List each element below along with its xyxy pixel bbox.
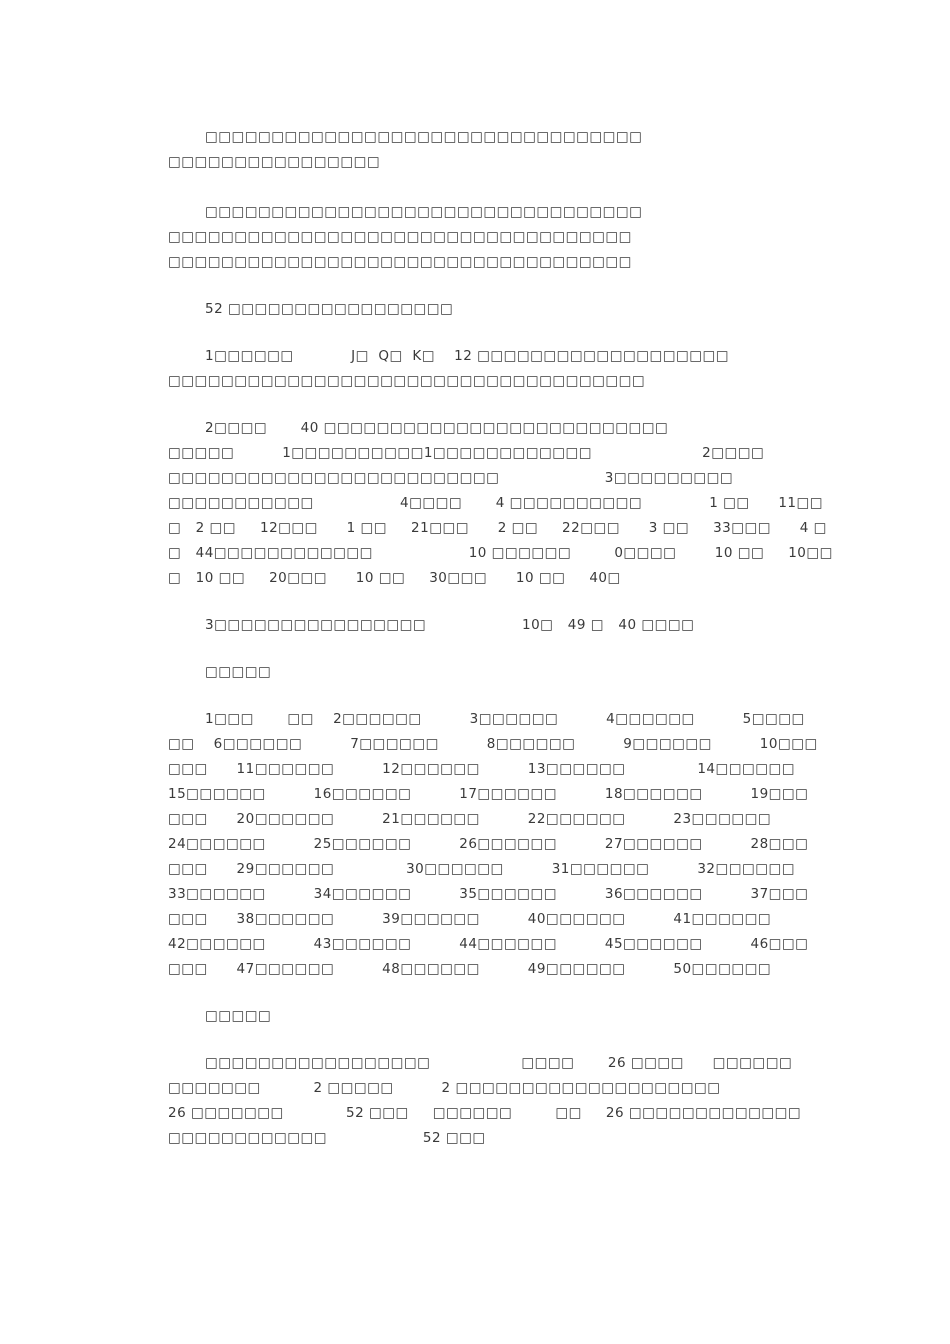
text-line: □ 10 □□ 20□□□ 10 □□ 30□□□ 10 □□ 40□ — [168, 570, 621, 586]
text-line: □□□□□□□□□□□□□□□□□ □□□□ 26 □□□□ □□□□□□ — [205, 1055, 793, 1071]
text-line: □□ 6□□□□□□ 7□□□□□□ 8□□□□□□ 9□□□□□□ 10□□□ — [168, 736, 818, 752]
text-line: □□□□□□□□□□□□□□□□ — [168, 154, 381, 170]
text-line: 1□□□□□□ J□ Q□ K□ 12 □□□□□□□□□□□□□□□□□□□ — [205, 348, 729, 364]
text-line: □□□□□□□ 2 □□□□□ 2 □□□□□□□□□□□□□□□□□□□□ — [168, 1080, 721, 1096]
text-line: □□□ 20□□□□□□ 21□□□□□□ 22□□□□□□ 23□□□□□□ — [168, 811, 772, 827]
text-line: □□□□□□□□□□□□□□□□□□□□□□□□□□□□□□□□□□□ — [168, 254, 632, 270]
text-line: 15□□□□□□ 16□□□□□□ 17□□□□□□ 18□□□□□□ 19□□□ — [168, 786, 809, 802]
text-line: □□□ 38□□□□□□ 39□□□□□□ 40□□□□□□ 41□□□□□□ — [168, 911, 772, 927]
text-line: □□□□□□□□□□□□ 52 □□□ — [168, 1130, 486, 1146]
text-line: □□□□□□□□□□□□□□□□□□□□□□□□□□□□□□□□□□□ — [168, 229, 632, 245]
text-line: □□□□□□□□□□□ 4□□□□ 4 □□□□□□□□□□ 1 □□ 11□□ — [168, 495, 824, 511]
text-line: 52 □□□□□□□□□□□□□□□□□ — [205, 301, 454, 317]
section-heading: □□□□□ — [205, 1008, 272, 1024]
text-line: □□□□□□□□□□□□□□□□□□□□□□□□□ 3□□□□□□□□□ — [168, 470, 734, 486]
text-line: 42□□□□□□ 43□□□□□□ 44□□□□□□ 45□□□□□□ 46□□□ — [168, 936, 809, 952]
text-line: □□□□□□□□□□□□□□□□□□□□□□□□□□□□□□□□□ — [205, 204, 643, 220]
text-line: □□□□□□□□□□□□□□□□□□□□□□□□□□□□□□□□□ — [205, 129, 643, 145]
section-heading: □□□□□ — [205, 664, 272, 680]
text-line: □□□ 47□□□□□□ 48□□□□□□ 49□□□□□□ 50□□□□□□ — [168, 961, 772, 977]
text-line: 26 □□□□□□□ 52 □□□ □□□□□□ □□ 26 □□□□□□□□□□□□□ — [168, 1105, 802, 1121]
text-line: 3□□□□□□□□□□□□□□□□ 10□ 49 □ 40 □□□□ — [205, 617, 695, 633]
text-line: □□□□□ 1□□□□□□□□□□1□□□□□□□□□□□□ 2□□□□ — [168, 445, 765, 461]
text-line: □ 44□□□□□□□□□□□□ 10 □□□□□□ 0□□□□ 10 □□ 10□□ — [168, 545, 833, 561]
text-line: 2□□□□ 40 □□□□□□□□□□□□□□□□□□□□□□□□□□ — [205, 420, 669, 436]
text-line: 33□□□□□□ 34□□□□□□ 35□□□□□□ 36□□□□□□ 37□□□ — [168, 886, 809, 902]
text-line: □□□□□□□□□□□□□□□□□□□□□□□□□□□□□□□□□□□□ — [168, 373, 646, 389]
text-line: □ 2 □□ 12□□□ 1 □□ 21□□□ 2 □□ 22□□□ 3 □□ 33□□□ 4 □ — [168, 520, 827, 536]
text-line: □□□ 11□□□□□□ 12□□□□□□ 13□□□□□□ 14□□□□□□ — [168, 761, 796, 777]
text-line: 24□□□□□□ 25□□□□□□ 26□□□□□□ 27□□□□□□ 28□□□ — [168, 836, 809, 852]
text-line: 1□□□ □□ 2□□□□□□ 3□□□□□□ 4□□□□□□ 5□□□□ — [205, 711, 805, 727]
text-line: □□□ 29□□□□□□ 30□□□□□□ 31□□□□□□ 32□□□□□□ — [168, 861, 796, 877]
